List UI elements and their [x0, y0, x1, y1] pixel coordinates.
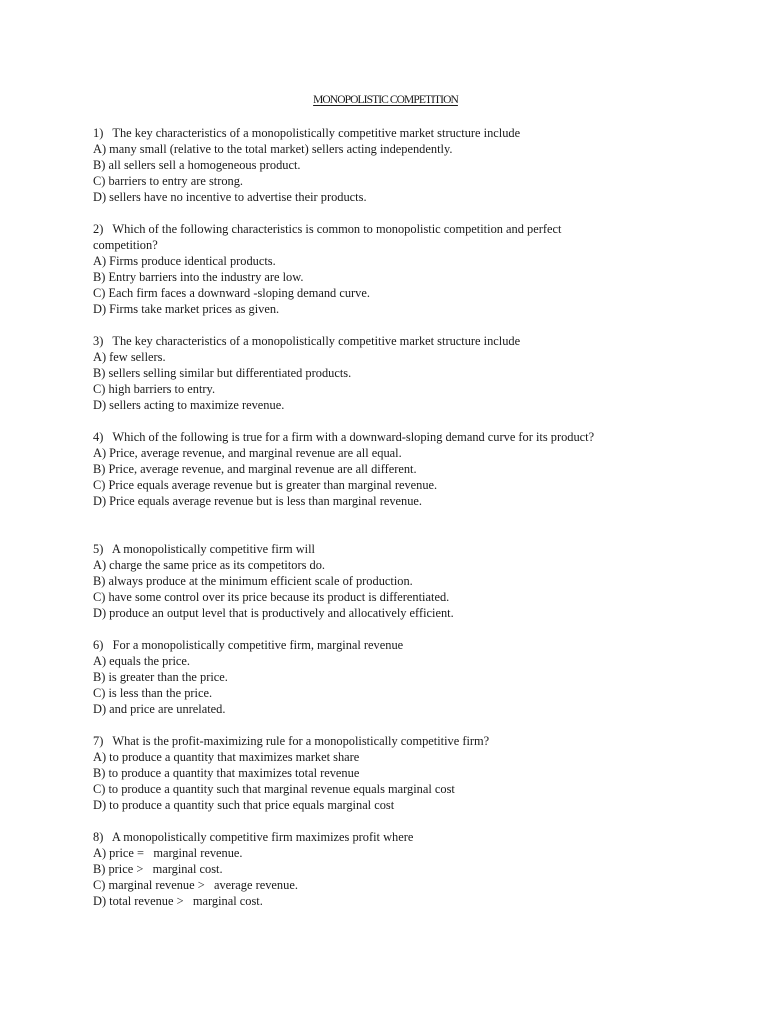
answer-option-b: B) Price, average revenue, and marginal revenue are all different. — [93, 462, 417, 477]
answer-option-b: B) price > marginal cost. — [93, 862, 223, 877]
question-4 — [93, 429, 623, 509]
answer-option-c: C) is less than the price. — [93, 686, 213, 701]
answer-option-a: A) price = marginal revenue. — [93, 846, 243, 861]
question-stem: 4) Which of the following is true for a firm with a downward-sloping demand curve for its product? — [93, 430, 595, 444]
question-stem: 2) Which of the following characteristics is common to monopolistic competition and perfect competition? — [93, 222, 565, 253]
answer-option-b: B) always produce at the minimum efficient scale of production. — [93, 574, 413, 589]
answer-option-c: C) Price equals average revenue but is greater than marginal revenue. — [93, 478, 438, 493]
question-stem: 1) The key characteristics of a monopolistically competitive market structure include — [93, 126, 521, 140]
answer-option-c: C) to produce a quantity such that marginal revenue equals marginal cost — [93, 782, 455, 797]
question-stem: 7) What is the profit-maximizing rule for a monopolistically competitive firm? — [93, 734, 490, 748]
answer-option-d: D) and price are unrelated. — [93, 702, 226, 717]
answer-option-a: A) charge the same price as its competitors do. — [93, 558, 326, 573]
answer-option-a: A) Firms produce identical products. — [93, 254, 276, 269]
question-1 — [93, 125, 623, 205]
question-7 — [93, 733, 623, 813]
answer-option-c: C) high barriers to entry. — [93, 382, 216, 397]
question-5 — [93, 541, 623, 621]
answer-option-c: C) have some control over its price because its product is differentiated. — [93, 590, 450, 605]
answer-option-b: B) all sellers sell a homogeneous product. — [93, 158, 301, 173]
question-stem: 8) A monopolistically competitive firm maximizes profit where — [93, 830, 414, 844]
answer-option-d: D) produce an output level that is productively and allocatively efficient. — [93, 606, 454, 621]
question-3 — [93, 333, 623, 413]
answer-option-c: C) Each firm faces a downward -sloping demand curve. — [93, 286, 370, 301]
answer-option-a: A) equals the price. — [93, 654, 191, 669]
answer-option-a: A) Price, average revenue, and marginal revenue are all equal. — [93, 446, 402, 461]
answer-option-d: D) to produce a quantity such that price equals marginal cost — [93, 798, 395, 813]
answer-option-c: C) barriers to entry are strong. — [93, 174, 244, 189]
answer-option-a: A) many small (relative to the total market) sellers acting independently. — [93, 142, 453, 157]
question-stem: 6) For a monopolistically competitive firm, marginal revenue — [93, 638, 404, 652]
answer-option-d: D) Price equals average revenue but is less than marginal revenue. — [93, 494, 423, 509]
answer-option-b: B) is greater than the price. — [93, 670, 228, 685]
answer-option-b: B) Entry barriers into the industry are low. — [93, 270, 304, 285]
answer-option-d: D) Firms take market prices as given. — [93, 302, 280, 317]
question-stem: 3) The key characteristics of a monopolistically competitive market structure include — [93, 334, 521, 348]
answer-option-d: D) sellers acting to maximize revenue. — [93, 398, 285, 413]
answer-option-a: A) to produce a quantity that maximizes market share — [93, 750, 360, 765]
question-6 — [93, 637, 623, 717]
answer-option-a: A) few sellers. — [93, 350, 166, 365]
answer-option-b: B) sellers selling similar but differentiated products. — [93, 366, 352, 381]
answer-option-d: D) total revenue > marginal cost. — [93, 894, 263, 909]
document-title: MONOPOLISTIC COMPETITION — [313, 94, 458, 106]
question-stem: 5) A monopolistically competitive firm will — [93, 542, 315, 556]
answer-option-d: D) sellers have no incentive to advertise their products. — [93, 190, 367, 205]
answer-option-b: B) to produce a quantity that maximizes total revenue — [93, 766, 360, 781]
answer-option-c: C) marginal revenue > average revenue. — [93, 878, 298, 893]
question-8 — [93, 829, 623, 909]
question-2 — [93, 221, 623, 318]
